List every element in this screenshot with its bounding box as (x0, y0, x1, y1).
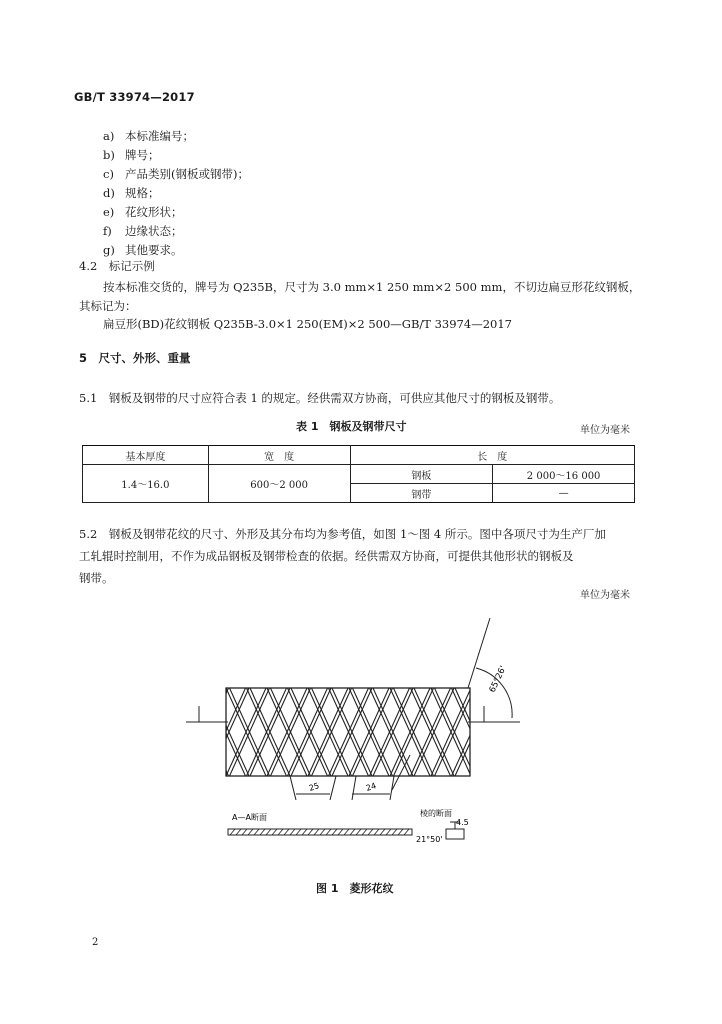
list-item (103, 204, 183, 220)
list-item-text: 边缘状态； (125, 224, 183, 238)
table-1-unit: 单位为毫米 (580, 425, 630, 436)
pattern-rib-line (124, 688, 164, 776)
pattern-rib-line (107, 688, 147, 776)
pattern-rib-line (165, 688, 205, 776)
pattern-rib-line (103, 688, 143, 776)
figure-unit: 单位为毫米 (580, 590, 630, 601)
header-width: 宽 度 (208, 446, 350, 465)
figure-1-caption: 图 1 菱形花纹 (316, 882, 394, 895)
pattern-rib-line (513, 688, 553, 776)
pattern-rib-line (103, 688, 143, 776)
s42-line-3: 扁豆形(BD)花纹钢板 Q235B-3.0×1 250(EM)×2 500—GB/T 33974—2017 (103, 317, 512, 331)
cell-thickness: 1.4～16.0 (83, 465, 209, 503)
pattern-rib-line (496, 688, 536, 776)
list-item-text: 其他要求。 (125, 243, 183, 257)
pattern-rib-line (472, 688, 512, 776)
pattern-rib-line (165, 688, 205, 776)
cell-strip-label: 钢带 (350, 484, 493, 503)
pattern-rib-line (148, 688, 188, 776)
list-item-text: 本标准编号； (125, 129, 194, 143)
header-length: 长 度 (350, 446, 634, 465)
list-item-marker: c) (103, 167, 114, 181)
list-item-marker: f) (103, 224, 112, 238)
pattern-rib-line (476, 688, 516, 776)
cell-plate-label: 钢板 (350, 465, 493, 484)
list-item-marker: a) (103, 129, 115, 143)
pattern-rib-line (168, 688, 208, 776)
diamond-lattice (103, 688, 618, 776)
pattern-rib-line (144, 688, 184, 776)
pattern-rib-line (127, 688, 167, 776)
pattern-rib-line (554, 688, 594, 776)
list-item (103, 147, 160, 163)
list-item (103, 166, 249, 182)
list-item (103, 223, 183, 239)
pattern-rib-line (537, 688, 577, 776)
pattern-rib-line (534, 688, 574, 776)
dim-b-label: 24 (364, 781, 378, 793)
pattern-rib-line (558, 688, 598, 776)
pattern-rib-line (578, 688, 618, 776)
pattern-rib-line (496, 688, 536, 776)
angle-label: 65°26' (487, 664, 509, 695)
pattern-rib-line (189, 688, 229, 776)
list-item-marker: b) (103, 148, 115, 162)
pattern-rib-line (185, 688, 225, 776)
table-1-caption: 表 1 钢板及钢带尺寸 (296, 420, 407, 433)
bottom-dimensions (290, 755, 410, 800)
list-item-marker: d) (103, 186, 115, 200)
list-item-text: 规格； (125, 186, 160, 200)
pattern-rib-line (558, 688, 598, 776)
pattern-rib-line (578, 688, 618, 776)
s42-line-2: 其标记为： (79, 299, 137, 313)
pattern-rib-line (127, 688, 167, 776)
list-item-marker: e) (103, 205, 115, 219)
list-item-text: 花纹形状； (125, 205, 183, 219)
dim-a-label: 25 (307, 781, 321, 793)
pattern-rib-line (476, 688, 516, 776)
cell-width: 600～2 000 (208, 465, 350, 503)
pattern-rib-line (168, 688, 208, 776)
s51-text: 5.1 钢板及钢带的尺寸应符合表 1 的规定。经供需双方协商，可供应其他尺寸的钢板及钢带。 (79, 391, 561, 405)
header-thickness: 基本厚度 (83, 446, 209, 465)
pattern-rib-line (185, 688, 225, 776)
cell-strip-length: — (493, 484, 635, 503)
pattern-rib-line (513, 688, 553, 776)
pattern-rib-line (472, 688, 512, 776)
standard-number-header: GB/T 33974—2017 (74, 90, 195, 104)
table-1 (82, 445, 635, 503)
pattern-rib-line (144, 688, 184, 776)
pattern-rib-line (493, 688, 533, 776)
list-item-text: 牌号； (125, 148, 160, 162)
list-item-marker: g) (103, 243, 115, 257)
pattern-rib-line (148, 688, 188, 776)
section-label-right: 棱的断面 (420, 809, 452, 818)
pattern-rib-line (554, 688, 594, 776)
rib-height-label: 4.5 (456, 818, 469, 827)
pattern-rib-line (575, 688, 615, 776)
pattern-rib-line (537, 688, 577, 776)
pattern-rib-line (124, 688, 164, 776)
pattern-rib-line (517, 688, 557, 776)
section-4-2-title: 4.2 标记示例 (79, 259, 155, 273)
pattern-rib-line (534, 688, 574, 776)
figure-1-diamond-pattern (0, 610, 722, 900)
pattern-rib-line (189, 688, 229, 776)
rib-angle-label: 21°50' (416, 835, 443, 844)
list-item (103, 185, 160, 201)
cell-plate-length: 2 000～16 000 (493, 465, 635, 484)
section-label-left: A—A断面 (232, 813, 267, 822)
s52-line-1: 5.2 钢板及钢带花纹的尺寸、外形及其分布均为参考值，如图 1～图 4 所示。图中各项尺寸为生产厂加 (79, 527, 606, 541)
pattern-rib-line (575, 688, 615, 776)
list-item (103, 128, 194, 144)
s52-line-2: 工轧辊时控制用，不作为成品钢板及钢带检查的依据。经供需双方协商，可提供其他形状的钢板及 (79, 549, 574, 563)
section-5-title: 5 尺寸、外形、重量 (79, 351, 191, 365)
s52-line-3: 钢带。 (79, 571, 114, 585)
s42-line-1: 按本标准交货的，牌号为 Q235B，尺寸为 3.0 mm×1 250 mm×2 500 mm，不切边扁豆形花纹钢板， (103, 280, 641, 294)
pattern-rib-line (493, 688, 533, 776)
pattern-rib-line (517, 688, 557, 776)
pattern-rib-line (107, 688, 147, 776)
list-item (103, 242, 183, 258)
page-number: 2 (92, 937, 99, 948)
list-item-text: 产品类别(钢板或钢带)； (125, 167, 249, 181)
